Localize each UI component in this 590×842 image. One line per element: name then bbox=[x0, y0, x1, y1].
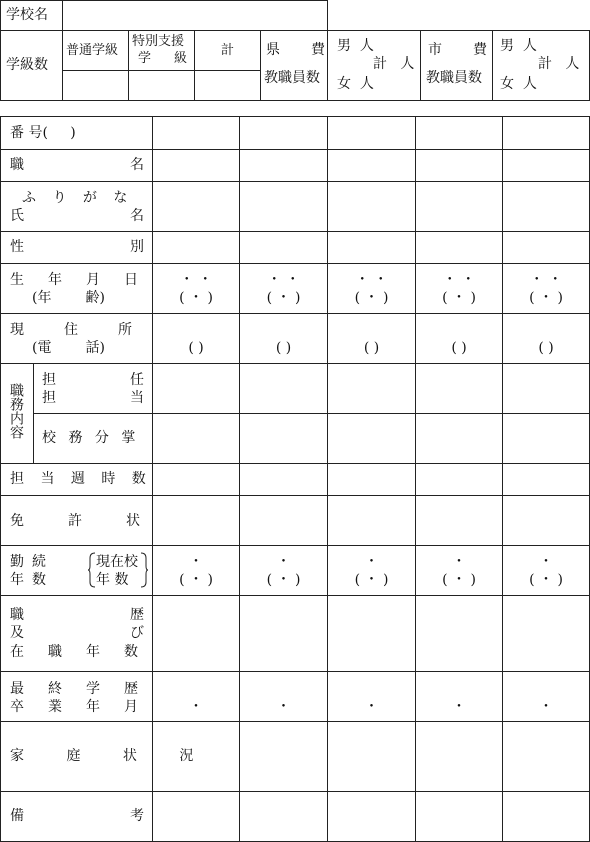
education-dot: ・ bbox=[189, 699, 203, 715]
age-label: (年 齢) bbox=[32, 290, 105, 306]
license-label: 免 許 状 bbox=[10, 513, 140, 529]
regular-class-label: 普通学級 bbox=[66, 43, 119, 58]
education-dot: ・ bbox=[276, 699, 291, 715]
service-label-1: 勤 続 bbox=[10, 554, 46, 570]
phone-label: (電 話) bbox=[32, 340, 105, 356]
pref-male-label: 男 人 bbox=[337, 38, 374, 54]
total-label: 計 bbox=[221, 43, 235, 58]
special-class-field[interactable] bbox=[129, 71, 193, 99]
birth-age-paren: ( ・ ) bbox=[266, 290, 301, 306]
service-dot: ・ bbox=[452, 554, 466, 570]
number-label: 番 号( ) bbox=[10, 125, 76, 141]
city-staff-label-c: 教職員数 bbox=[426, 70, 482, 86]
duties-group-label: 職務内容 bbox=[8, 383, 24, 439]
pref-staff-label-a: 県 bbox=[266, 42, 280, 58]
birth-date-dots: ・ ・ bbox=[267, 272, 300, 288]
pref-staff-label-c: 教職員数 bbox=[264, 70, 320, 86]
career-label-3: 在 職 年 数 bbox=[10, 644, 138, 660]
bracket-right-icon bbox=[140, 552, 148, 588]
education-dot: ・ bbox=[364, 699, 379, 715]
birth-age-paren: ( ・ ) bbox=[354, 290, 389, 306]
service-paren: ( ・ ) bbox=[529, 572, 563, 588]
service-label-2: 年 数 bbox=[10, 572, 46, 588]
sex-label-a: 性 bbox=[10, 239, 24, 255]
school-name-label: 学校名 bbox=[6, 7, 48, 23]
career-label-1: 職 歴 bbox=[10, 607, 144, 623]
career-label-2: 及 び bbox=[10, 625, 144, 641]
service-bracket-2: 年 数 bbox=[96, 572, 129, 588]
special-support-label-2b: 級 bbox=[174, 51, 188, 66]
phone-paren: ( ) bbox=[275, 340, 292, 356]
phone-paren: ( ) bbox=[363, 340, 380, 356]
special-support-label-2a: 学 bbox=[138, 51, 152, 66]
tannin-label: 担 任 bbox=[42, 372, 144, 388]
birth-age-paren: ( ・ ) bbox=[442, 290, 476, 306]
birth-date-dots: ・ ・ bbox=[355, 272, 388, 288]
sex-label-b: 別 bbox=[130, 239, 144, 255]
service-paren: ( ・ ) bbox=[442, 572, 476, 588]
birth-age-paren: ( ・ ) bbox=[179, 290, 213, 306]
name-label-a: 氏 bbox=[10, 208, 24, 224]
city-sum-label: 計 人 bbox=[538, 56, 580, 72]
service-paren: ( ・ ) bbox=[266, 572, 301, 588]
service-dot: ・ bbox=[364, 554, 379, 570]
city-female-label: 女 人 bbox=[500, 76, 537, 92]
pref-female-label: 女 人 bbox=[337, 76, 374, 92]
birth-date-dots: ・ ・ bbox=[529, 272, 563, 288]
education-dot: ・ bbox=[539, 699, 553, 715]
service-dot: ・ bbox=[189, 554, 203, 570]
birth-date-dots: ・ ・ bbox=[179, 272, 213, 288]
education-label-2: 卒 業 年 月 bbox=[10, 699, 138, 715]
education-dot: ・ bbox=[452, 699, 466, 715]
family-label: 家 庭 状 況 bbox=[10, 748, 213, 764]
birth-label: 生 年 月 日 bbox=[10, 272, 138, 288]
phone-paren: ( ) bbox=[538, 340, 554, 356]
tanto-label: 担 当 bbox=[42, 390, 144, 406]
service-paren: ( ・ ) bbox=[179, 572, 213, 588]
education-label-1: 最 終 学 歴 bbox=[10, 681, 138, 697]
pref-sum-label: 計 人 bbox=[373, 56, 415, 72]
name-label-b: 名 bbox=[130, 208, 144, 224]
pref-staff-label-b: 費 bbox=[311, 42, 325, 58]
school-affairs-label: 校 務 分 掌 bbox=[42, 430, 140, 446]
weekly-hours-label: 担 当 週 時 数 bbox=[10, 471, 152, 487]
bracket-left-icon bbox=[88, 552, 96, 588]
service-dot: ・ bbox=[539, 554, 553, 570]
city-male-label: 男 人 bbox=[500, 38, 537, 54]
job-title-label-a: 職 bbox=[10, 157, 24, 173]
job-title-label-b: 名 bbox=[130, 157, 144, 173]
special-support-label-1: 特別支援 bbox=[132, 34, 185, 49]
phone-paren: ( ) bbox=[451, 340, 467, 356]
regular-class-field[interactable] bbox=[63, 71, 127, 99]
remarks-label: 備 考 bbox=[10, 808, 144, 824]
total-class-field[interactable] bbox=[195, 71, 259, 99]
address-label: 現 住 所 bbox=[10, 322, 132, 338]
city-staff-label-a: 市 bbox=[428, 42, 442, 58]
birth-age-paren: ( ・ ) bbox=[529, 290, 563, 306]
birth-date-dots: ・ ・ bbox=[442, 272, 476, 288]
phone-paren: ( ) bbox=[188, 340, 204, 356]
service-paren: ( ・ ) bbox=[354, 572, 389, 588]
service-bracket-1: 現在校 bbox=[96, 554, 138, 570]
city-staff-label-b: 費 bbox=[473, 42, 487, 58]
school-name-field[interactable] bbox=[63, 1, 326, 29]
class-count-label: 学級数 bbox=[6, 57, 48, 73]
furigana-label: ふ り が な bbox=[22, 190, 134, 206]
service-dot: ・ bbox=[276, 554, 291, 570]
